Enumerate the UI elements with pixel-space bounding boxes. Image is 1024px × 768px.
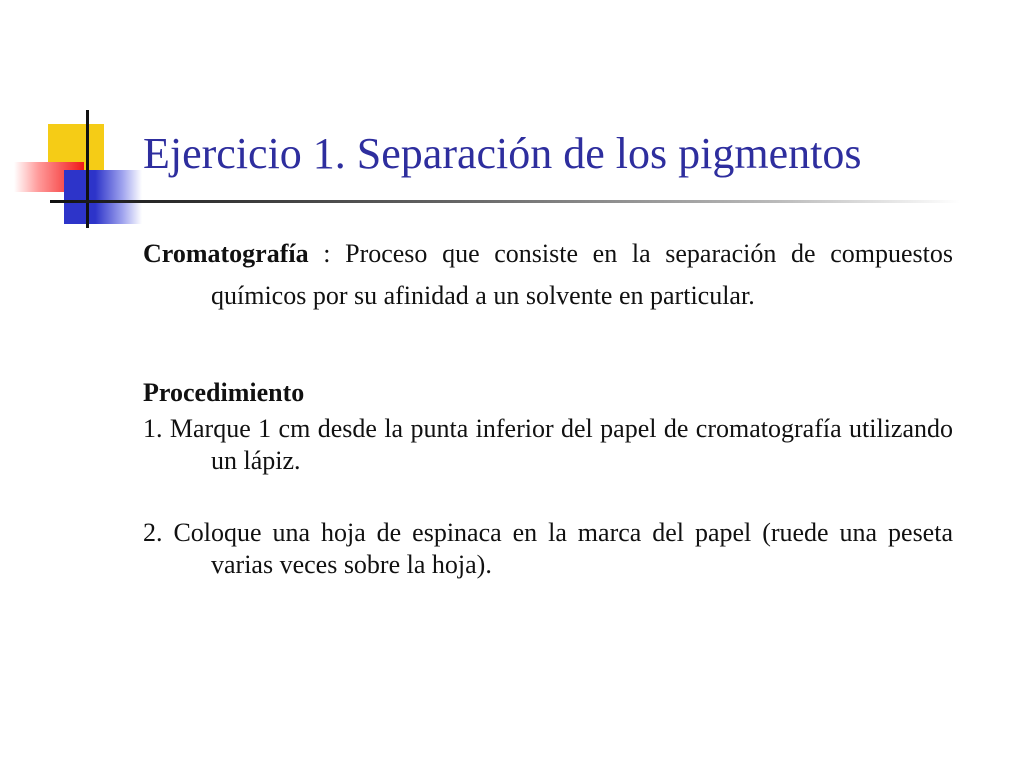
logo-vertical-line — [86, 110, 89, 228]
definition-term: Cromatografía — [143, 239, 309, 268]
procedure-step-2: 2. Coloque una hoja de espinaca en la marca del papel (ruede una peseta varias veces sobre la hoja). — [143, 518, 953, 579]
definition-text: Proceso que consiste en la separación de compuestos químicos por su afinidad a un solvente en particular. — [211, 239, 953, 310]
definition-separator: : — [308, 239, 346, 268]
definition-paragraph — [143, 233, 953, 317]
procedure-step-1: 1. Marque 1 cm desde la punta inferior del papel de cromatografía utilizando un lápiz. — [143, 414, 953, 475]
title-underline — [50, 200, 960, 203]
slide-title: Ejercicio 1. Separación de los pigmentos — [143, 129, 862, 178]
slide-body — [143, 233, 953, 581]
logo-blue-square — [64, 170, 142, 224]
procedure-heading: Procedimiento — [143, 378, 305, 407]
